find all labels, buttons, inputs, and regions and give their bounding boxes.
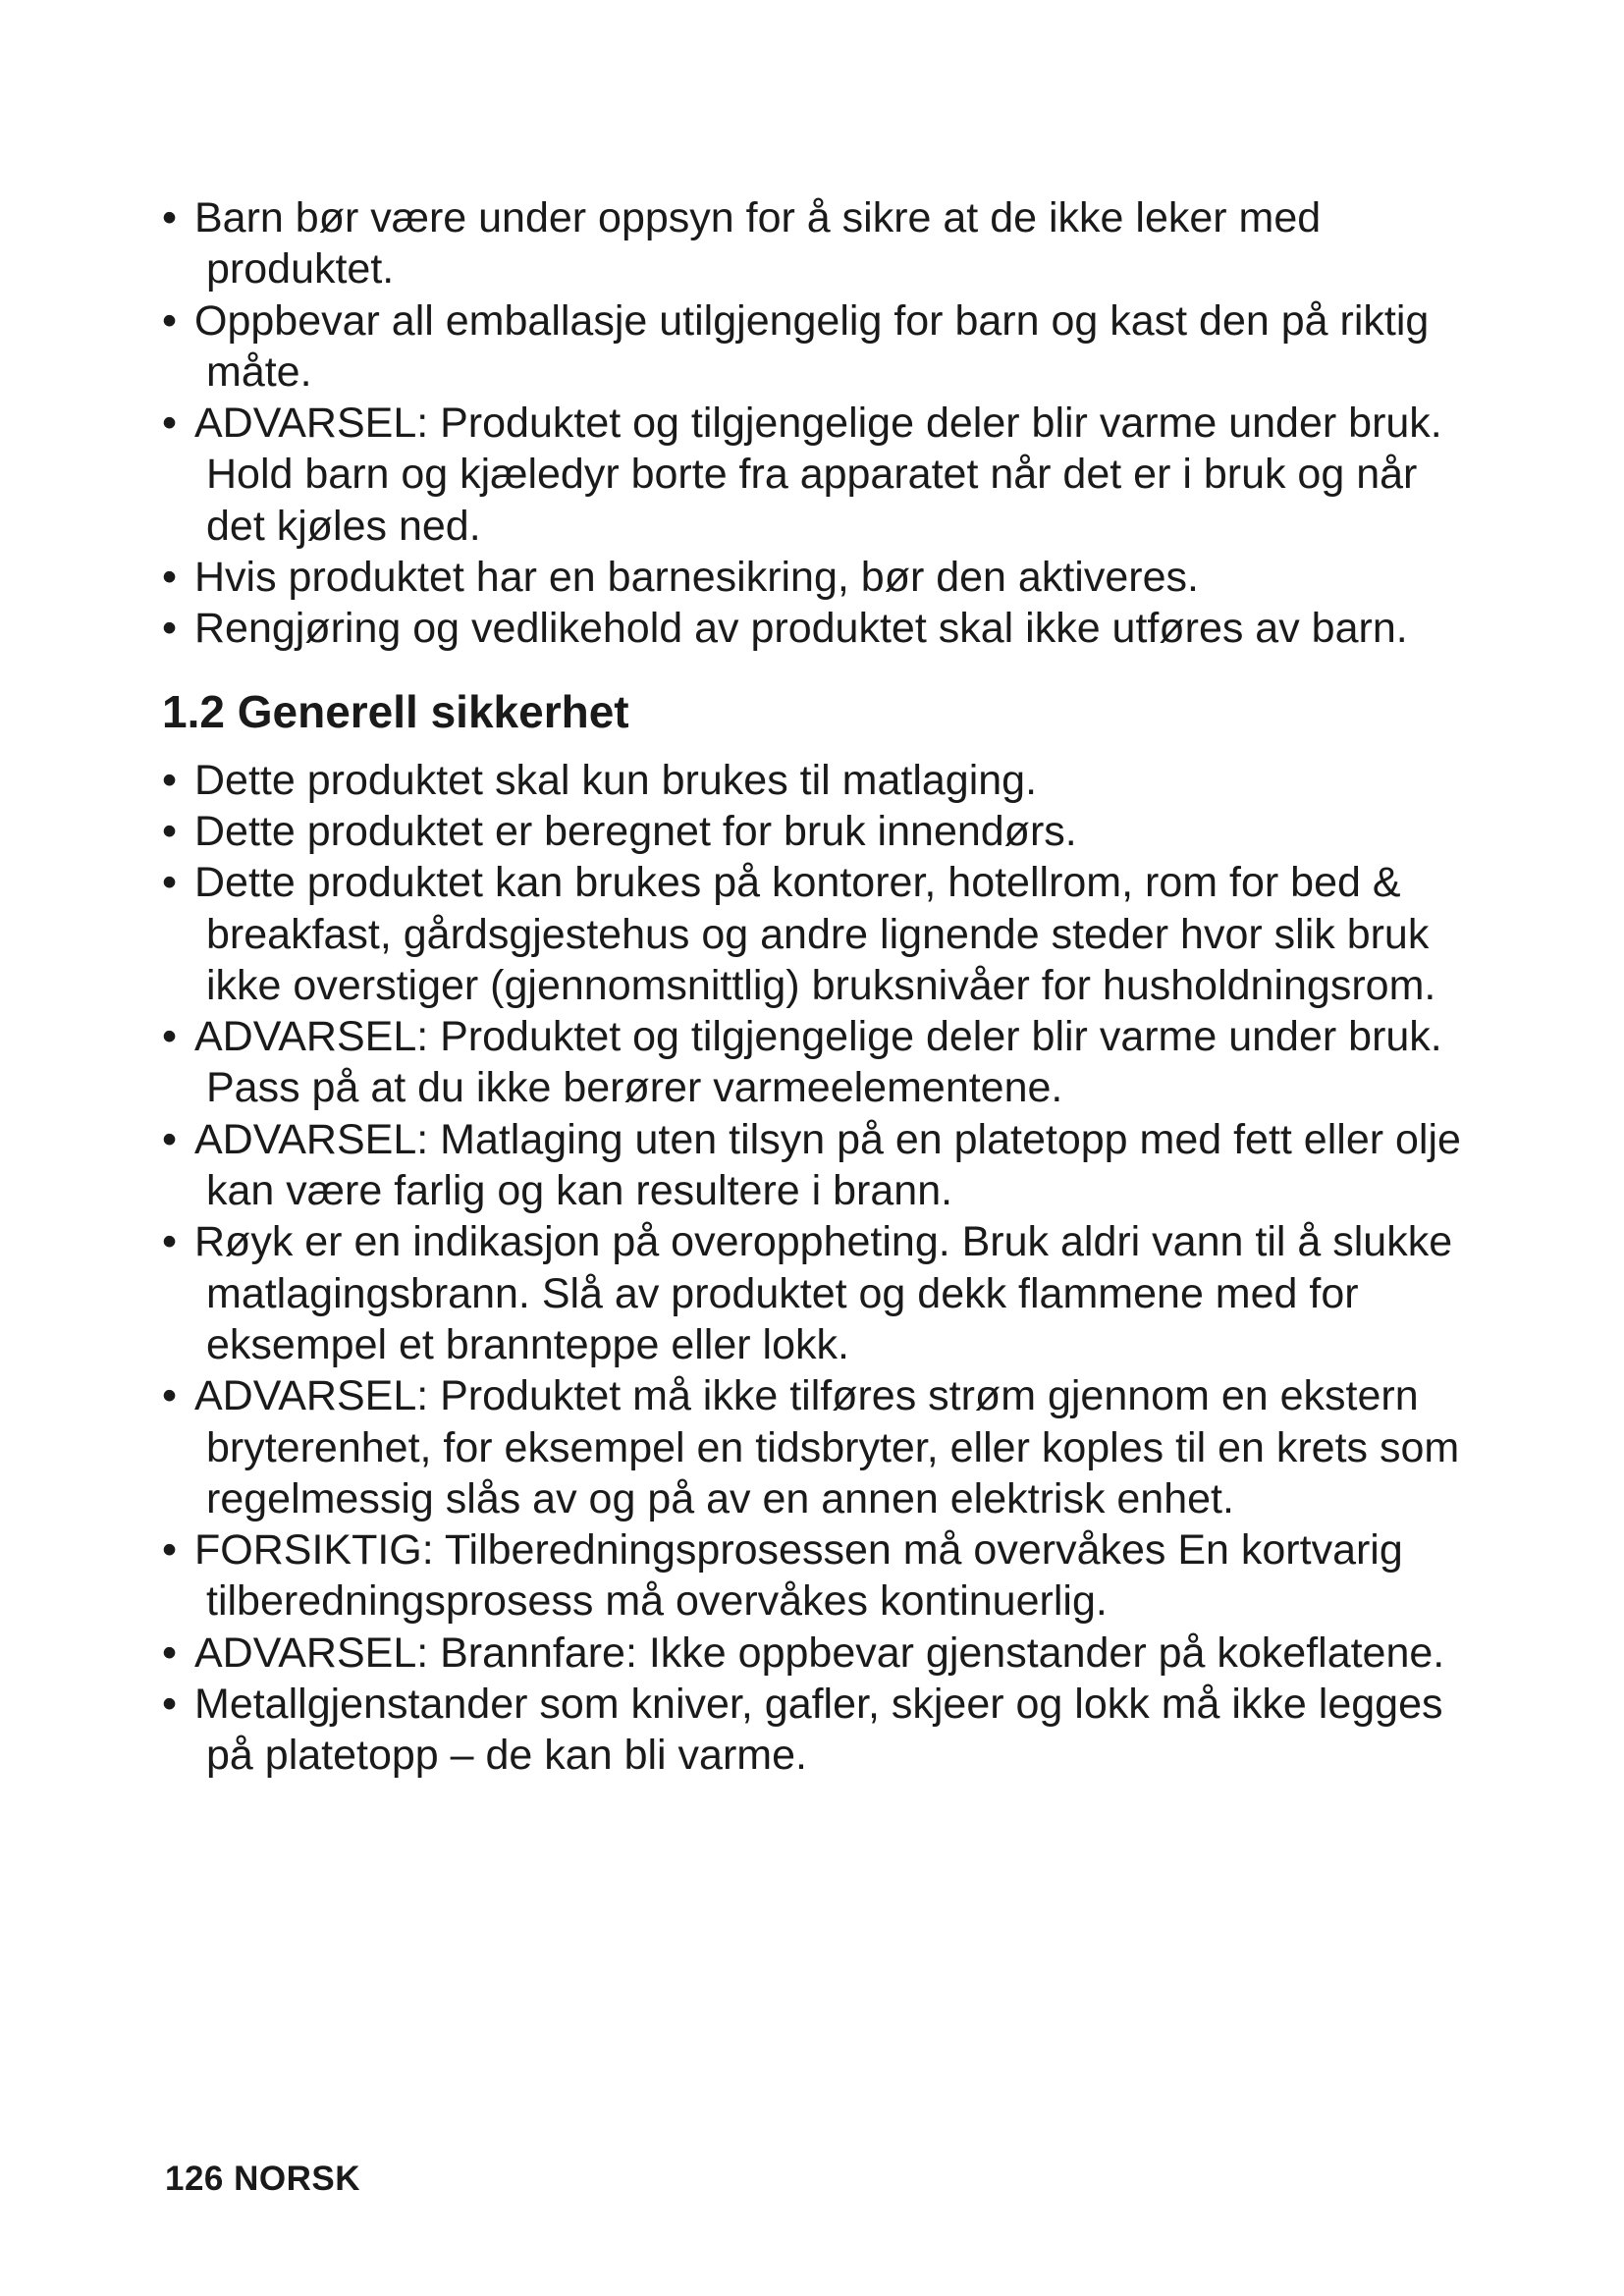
list-item-text: ADVARSEL: Produktet og tilgjengelige deler blir varme under bruk. Hold barn og kjæledyr borte fra apparatet når det er i bruk og når det kjøles ned. [194,400,1442,550]
list-item [162,552,1478,603]
bullet-icon: • [162,1372,178,1420]
bullet-icon: • [162,1681,178,1729]
page-footer: 126 NORSK [165,2160,361,2198]
list-item [162,1114,1478,1217]
child-safety-list [162,192,1478,655]
list-item [162,857,1478,1011]
bullet-icon: • [162,554,178,602]
list-item [162,398,1478,552]
bullet-icon: • [162,605,178,653]
bullet-icon: • [162,1013,178,1061]
list-item [162,1679,1478,1782]
list-item [162,1524,1478,1628]
list-item-text: ADVARSEL: Produktet og tilgjengelige deler blir varme under bruk. Pass på at du ikke berører varmeelementene. [194,1013,1442,1112]
section-heading: 1.2 Generell sikkerhet [162,685,629,737]
list-item-text: Røyk er en indikasjon på overoppheting. Bruk aldri vann til å slukke matlagingsbrann. Slå av produktet og dekk flammene med for eksempel et brannteppe eller lokk. [194,1218,1453,1368]
list-item [162,806,1478,857]
list-item-text: Barn bør være under oppsyn for å sikre at de ikke leker med produktet. [194,194,1322,294]
list-item-text: ADVARSEL: Produktet må ikke tilføres strøm gjennom en ekstern bryterenhet, for eksempel en tidsbryter, eller koples til en krets som regelmessig slås av og på av en annen elektrisk enhet. [194,1372,1460,1522]
list-item-text: Dette produktet kan brukes på kontorer, hotellrom, rom for bed & breakfast, gårdsgjestehus og andre lignende steder hvor slik bruk ikke overstiger (gjennomsnittlig) bruksnivåer for husholdningsrom. [194,859,1436,1009]
list-item [162,192,1478,295]
list-item-text: Rengjøring og vedlikehold av produktet skal ikke utføres av barn. [194,605,1408,653]
bullet-icon: • [162,1629,178,1677]
bullet-icon: • [162,1526,178,1575]
list-item [162,1216,1478,1370]
list-item-text: Dette produktet skal kun brukes til matlaging. [194,756,1038,804]
bullet-icon: • [162,807,178,855]
list-item-text: Metallgjenstander som kniver, gafler, skjeer og lokk må ikke legges på platetopp – de kan bli varme. [194,1681,1443,1780]
bullet-icon: • [162,1115,178,1163]
bullet-icon: • [162,1218,178,1266]
list-item [162,755,1478,806]
list-item-text: Oppbevar all emballasje utilgjengelig for barn og kast den på riktig måte. [194,296,1430,396]
list-item-text: ADVARSEL: Brannfare: Ikke oppbevar gjenstander på kokeflatene. [194,1629,1445,1677]
list-item-text: FORSIKTIG: Tilberedningsprosessen må overvåkes En kortvarig tilberedningsprosess må overvåkes kontinuerlig. [194,1526,1403,1626]
bullet-icon: • [162,400,178,448]
list-item [162,1628,1478,1679]
bullet-icon: • [162,756,178,804]
bullet-icon: • [162,194,178,241]
list-item [162,295,1478,399]
list-item [162,603,1478,654]
general-safety-list [162,755,1478,1782]
list-item [162,1011,1478,1114]
bullet-icon: • [162,859,178,907]
list-item-text: ADVARSEL: Matlaging uten tilsyn på en platetopp med fett eller olje kan være farlig og kan resultere i brann. [194,1115,1461,1215]
list-item [162,1370,1478,1524]
bullet-icon: • [162,296,178,345]
list-item-text: Hvis produktet har en barnesikring, bør den aktiveres. [194,554,1199,602]
list-item-text: Dette produktet er beregnet for bruk innendørs. [194,807,1077,855]
page-content [162,192,1478,1782]
